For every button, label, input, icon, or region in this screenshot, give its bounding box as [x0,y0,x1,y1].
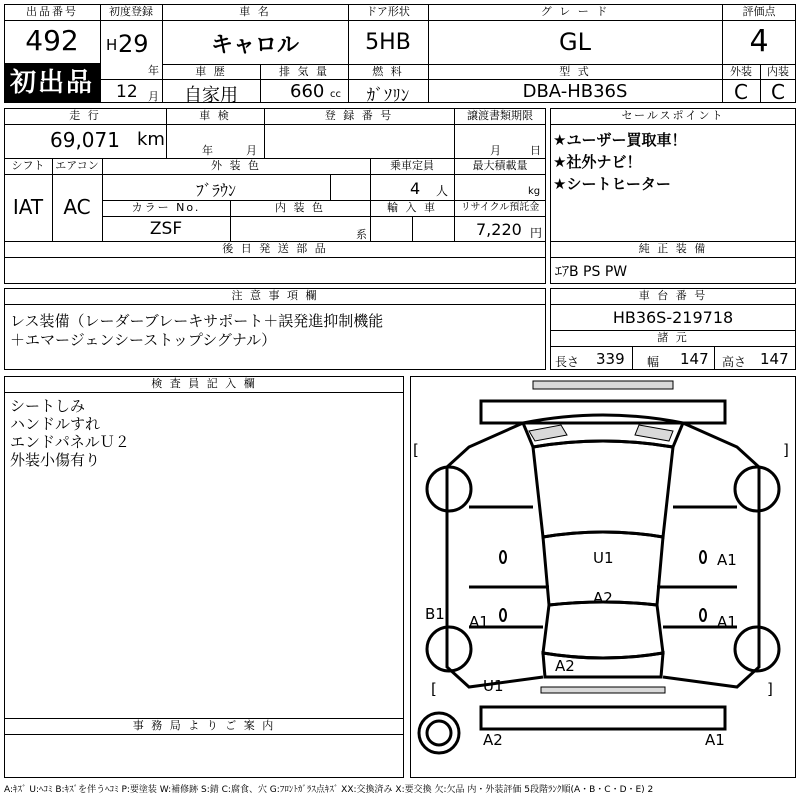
damage-mark: A1 [717,613,737,631]
bracket-left-front: [ [413,441,419,459]
model-label: 型 式 [559,65,591,78]
height: 147 [760,350,789,368]
transfer-month-unit: 月 [490,144,501,157]
bracket-right-front: ] [783,441,789,459]
ext-color-label: 外 装 色 [211,159,261,172]
first-reg-label: 初度登録 [109,5,153,18]
car-outline-diagram [411,377,795,777]
interior-grade: C [771,80,785,104]
damage-mark: A1 [717,551,737,569]
shift: IAT [12,195,44,219]
damage-mark: A2 [555,657,575,675]
sales-point-2: ★社外ナビ！ [553,153,642,171]
width-label: 幅 [647,355,660,369]
inspection-month-unit: 月 [246,144,257,157]
ac-label: エアコン [55,159,99,172]
inspector-line-4: 外装小傷有り [10,451,101,469]
history-label: 車 歴 [195,65,227,78]
car-name-label: 車 名 [239,5,271,18]
sales-points-label: セールスポイント [621,109,725,122]
sales-point-3: ★シートヒーター [553,175,671,193]
score-label: 評価点 [742,5,776,18]
grade: GL [559,28,591,56]
exterior-label: 外装 [730,65,752,78]
height-label: 高さ [722,355,747,369]
first-reg-month: 12 [116,82,138,102]
damage-mark: U1 [593,549,614,567]
bracket-left-rear: [ [431,680,437,698]
year-unit: 年 [148,64,159,77]
notes-label: 注 意 事 項 欄 [231,289,319,302]
ac: AC [63,195,91,219]
notes-line-2: ＋エマージェンシーストップシグナル） [10,331,277,349]
month-unit: 月 [148,90,159,103]
fuel-label: 燃 料 [372,65,404,78]
recycle-label: リサイクル預託金 [460,202,540,213]
equipment-label: 純 正 装 備 [638,242,708,255]
int-color-unit: 系 [356,228,367,241]
ext-color: ﾌﾞﾗｳﾝ [195,181,236,200]
color-no: ZSF [149,219,183,239]
plate-label: 登 録 番 号 [324,109,394,122]
inspector-label: 検 査 員 記 入 欄 [151,377,257,390]
damage-mark: U1 [483,677,504,695]
lot-number-label: 出品番号 [26,5,78,18]
max-load-unit: kg [528,186,541,197]
import-label: 輸 入 車 [387,201,437,214]
notes-line-1: レス装備（レーダーブレーキサポート＋誤発進抑制機能 [10,312,384,330]
max-load-label: 最大積載量 [472,159,528,172]
interior-label: 内装 [767,65,789,78]
shift-label: シフト [11,159,45,172]
mileage-unit: km [137,129,165,150]
sales-point-1: ★ユーザー買取車！ [553,131,687,149]
inspection-year-unit: 年 [202,144,213,157]
color-no-label: カラー No. [131,201,201,214]
capacity-label: 乗車定員 [390,159,434,172]
inspector-line-3: エンドパネルＵ２ [10,433,130,451]
length: 339 [596,350,625,368]
inspection-label: 車 検 [199,109,231,122]
displacement: 660 [290,81,325,102]
mileage: 69,071 [50,128,120,152]
exterior-grade: C [734,80,748,104]
damage-mark: B1 [425,605,445,623]
door-label: ドア形状 [366,5,410,18]
score: 4 [749,24,769,59]
recycle-unit: 円 [530,226,543,240]
first-listing-badge: 初出品 [4,63,100,103]
history: 自家用 [184,85,238,106]
lot-number: 492 [25,24,79,57]
era: H [106,36,118,54]
displacement-label: 排 気 量 [279,65,329,78]
spec-label: 諸 元 [657,331,689,344]
legend-footer: A:ｷｽﾞ U:ﾍｺﾐ B:ｷｽﾞを伴うﾍｺﾐ P:要塗装 W:補修跡 S:錆 C:腐食、穴 G:ﾌﾛﾝﾄｶﾞﾗｽ点ｷｽﾞ XX:交換済み X:要交換 欠:欠品 内・外装評価 5段階ﾗﾝｸ順(A・B・C・D・E) 2 [4,785,654,795]
damage-diagram [410,376,796,778]
recycle-fee: 7,220 [476,220,522,239]
damage-mark: A2 [593,589,613,607]
fuel: ｶﾞｿﾘﾝ [366,86,410,106]
transfer-deadline-label: 譲渡書類期限 [467,109,533,122]
chassis-number: HB36S-219718 [612,308,734,327]
later-parts-label: 後 日 発 送 部 品 [222,242,328,255]
grade-label: グ レ ー ド [540,5,610,18]
displacement-unit: cc [330,89,341,100]
mileage-label: 走 行 [69,109,101,122]
damage-mark: A2 [483,731,503,749]
capacity: 4 [410,179,421,198]
first-reg-year: 29 [118,30,149,58]
bracket-right-rear: ] [767,680,773,698]
damage-mark: A1 [469,613,489,631]
car-name: キャロル [210,33,299,58]
model-code: DBA-HB36S [522,81,628,102]
damage-mark: A1 [705,731,725,749]
capacity-unit: 人 [436,184,449,198]
int-color-label: 内 装 色 [275,201,325,214]
inspector-line-2: ハンドルすれ [10,415,101,433]
length-label: 長さ [555,355,580,369]
door-shape: 5HB [365,30,411,55]
transfer-day-unit: 日 [530,144,541,157]
office-label: 事 務 局 よ り ご 案 内 [132,719,276,732]
width: 147 [680,350,709,368]
equipment: ｴｱB PS PW [555,264,628,280]
chassis-label: 車 台 番 号 [638,289,708,302]
inspector-line-1: シートしみ [10,397,86,415]
